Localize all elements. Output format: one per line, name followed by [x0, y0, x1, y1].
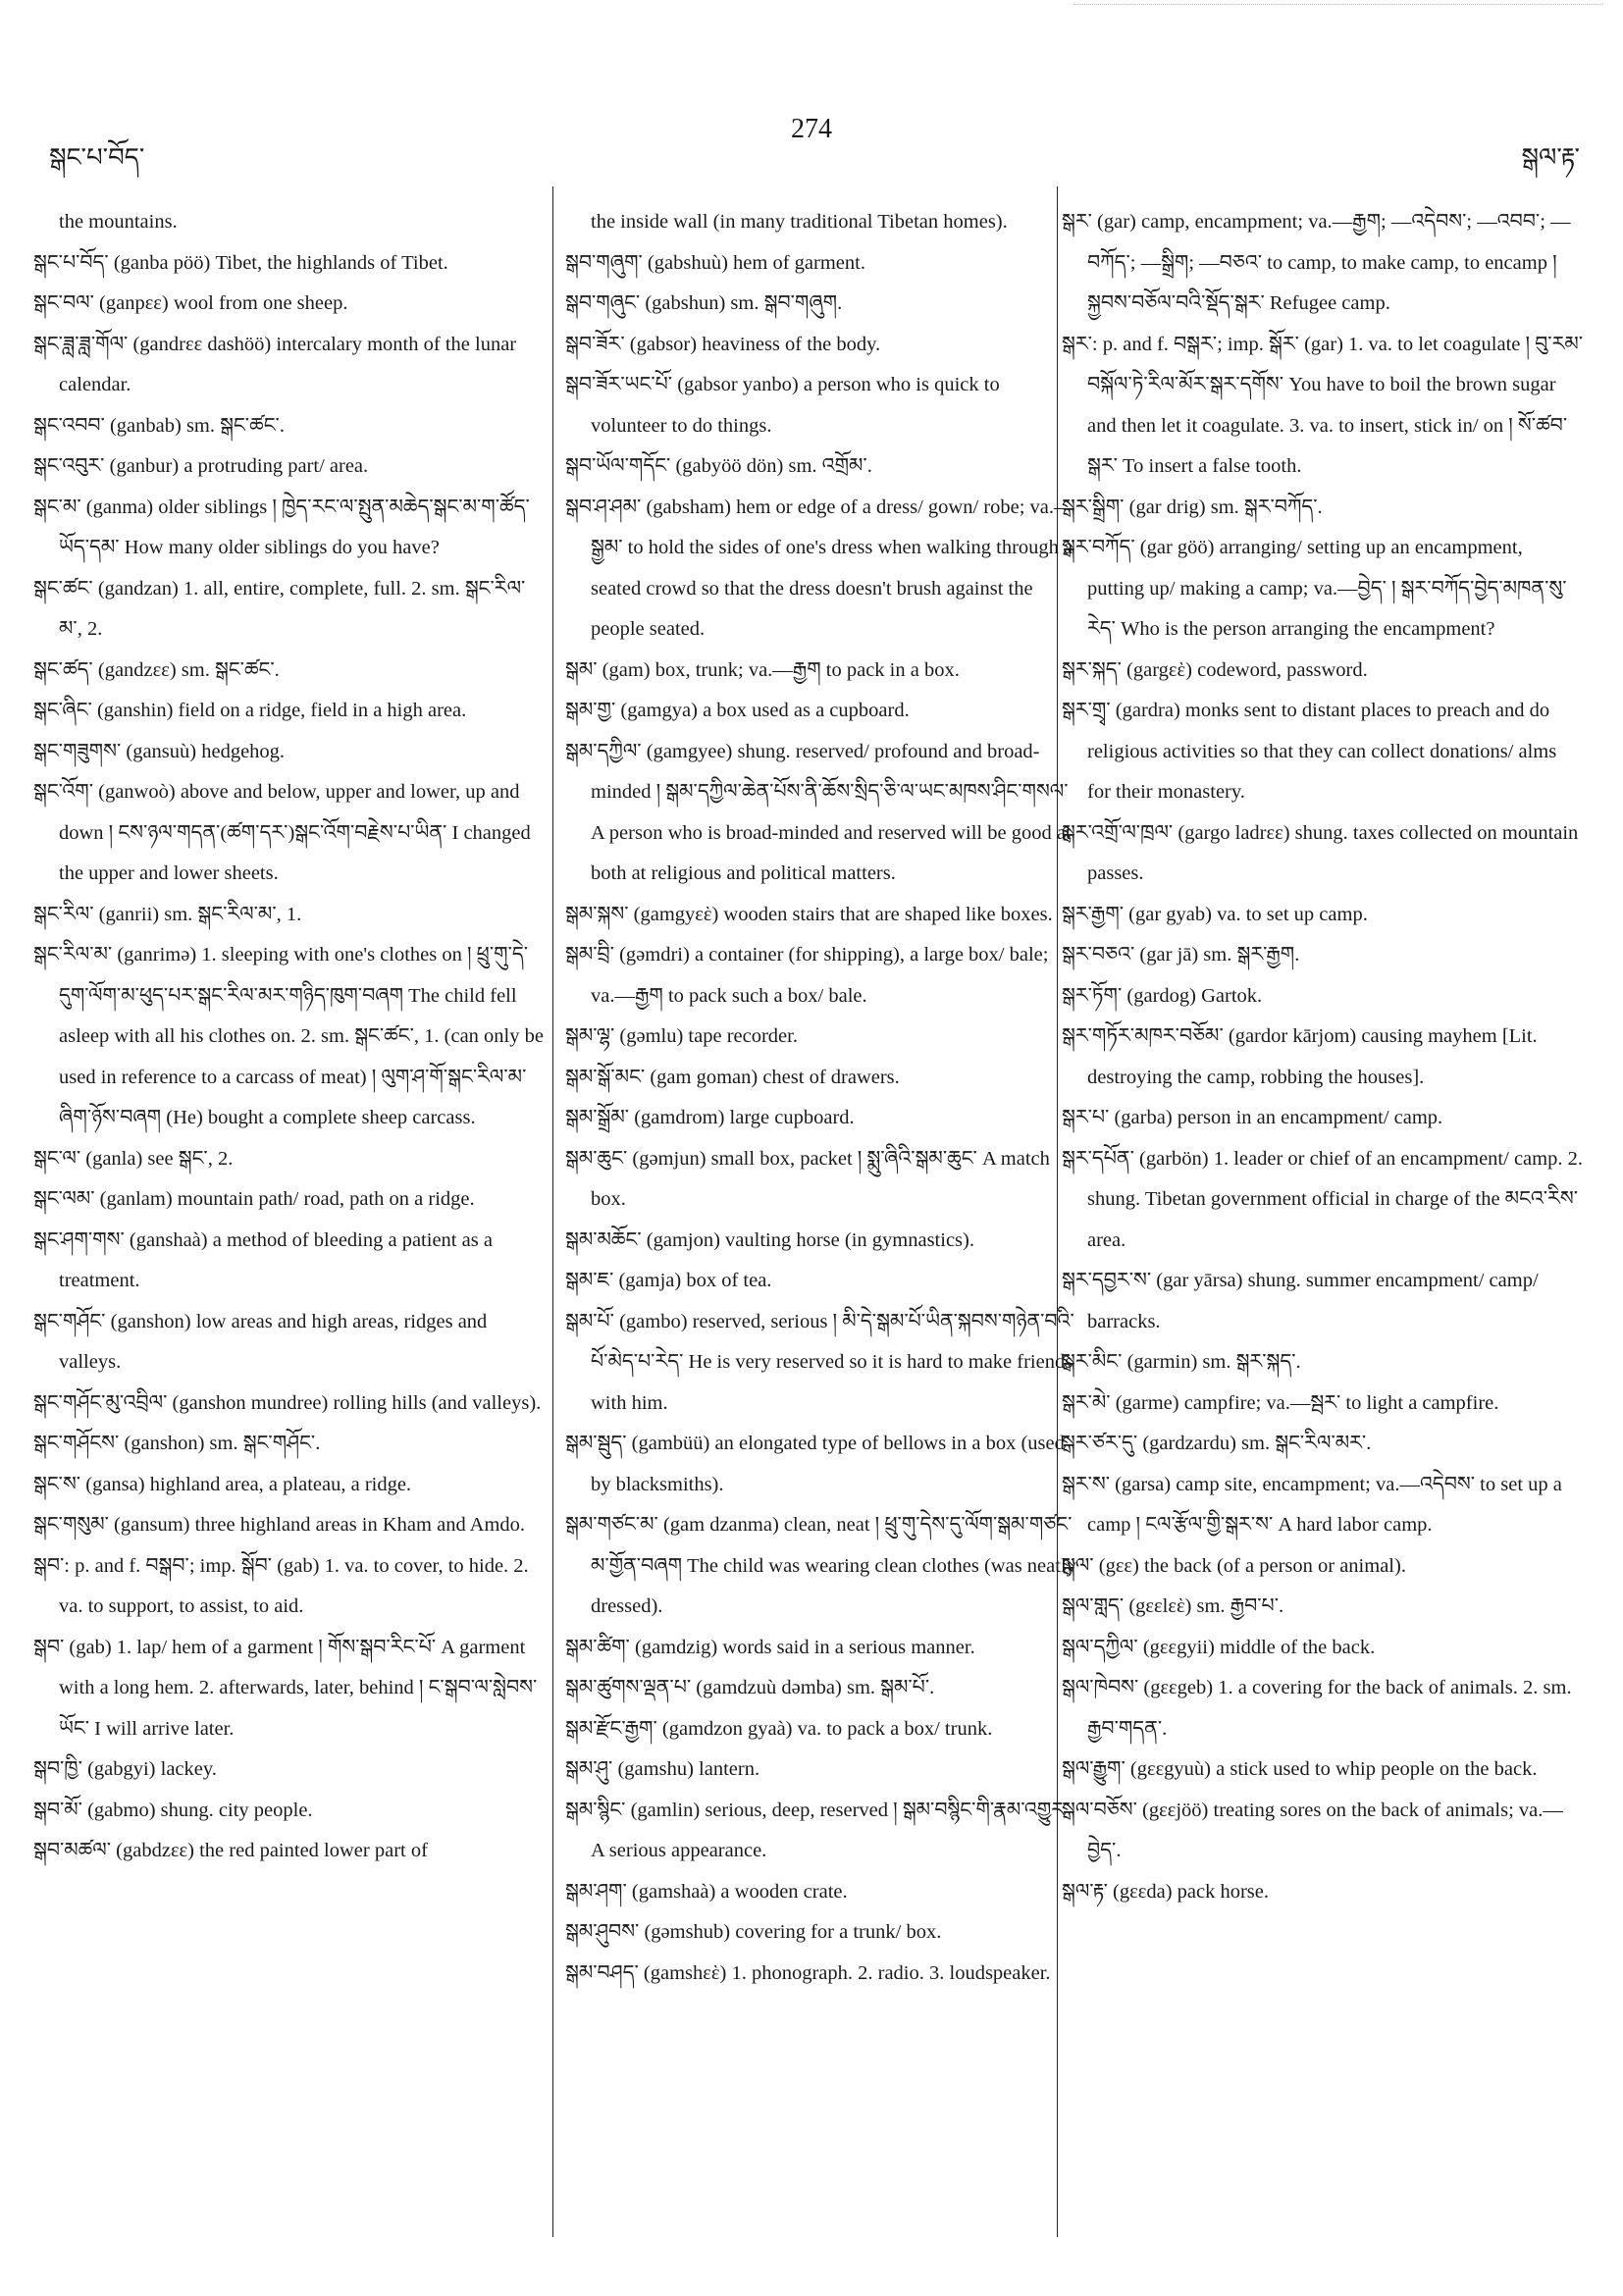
dictionary-entry: སྒལ་ཁེབས་ (gεεgeb) 1. a covering for the back of animals. 2. sm. རྒྱབ་གདན་. — [1062, 1677, 1572, 1740]
dictionary-entry: སྒམ་རྫོང་རྒྱག་ (gamdzon gyaà) va. to pack a box/ trunk. — [565, 1717, 993, 1740]
dictionary-entry: སྒང་ཞིང་ (ganshin) field on a ridge, field in a high area. — [33, 700, 467, 721]
dictionary-entry: སྒར་དབྱར་ས་ (gar yārsa) shung. summer encampment/ camp/ barracks. — [1062, 1270, 1539, 1332]
dictionary-entry: སྒར་འགྲོ་ལ་ཁྲལ་ (gargo ladrεε) shung. taxes collected on mountain passes. — [1062, 821, 1579, 884]
dictionary-entry: སྒང་ཤག་གས་ (ganshaà) a method of bleeding a patient as a treatment. — [33, 1228, 493, 1291]
dictionary-entry: སྒང་ས་ (gansa) highland area, a plateau, a ridge. — [33, 1473, 412, 1495]
dictionary-entry: སྒང་གཤོངས་ (ganshon) sm. སྒང་གཤོང་. — [33, 1433, 321, 1454]
dictionary-entry: སྒལ་དཀྱིལ་ (gεεgyii) middle of the back. — [1062, 1636, 1376, 1658]
dictionary-entry: སྒམ་མཆོང་ (gamjon) vaulting horse (in gymnastics). — [565, 1228, 974, 1251]
dictionary-column-1 — [33, 202, 546, 2237]
dictionary-entry: སྒང་ལམ་ (ganlam) mountain path/ road, path on a ridge. — [33, 1188, 475, 1210]
dictionary-entry: སྒར་གཏོར་མཁར་བཅོམ་ (gardor kārjom) causing mayhem [Lit. destroying the camp, robbing the houses]. — [1062, 1025, 1538, 1088]
dictionary-entry: སྒམ་ཇ་ (gamja) box of tea. — [565, 1270, 772, 1291]
dictionary-entry: སྒང་པ་བོད་ (ganba pöö) Tibet, the highlands of Tibet. — [33, 251, 448, 274]
dictionary-entry: སྒར་ (gar) camp, encampment; va.—རྒྱག; —འདེབས་; —འབབ་; —བཀོད་; —སྒྲིག; —བཅའ་ to camp, to make camp, to encamp ། སྐྱབས་བཅོལ་བའི་སྡོད་སྒར་ Refugee camp. — [1062, 211, 1571, 314]
dictionary-entry: the mountains. — [59, 211, 178, 233]
dictionary-entry: སྒམ་སྒྲོམ་ (gamdrom) large cupboard. — [565, 1107, 855, 1128]
dictionary-entry: the inside wall (in many traditional Tibetan homes). — [591, 211, 1008, 233]
dictionary-entry: སྒལ་གླད་ (gεεlεὲ) sm. རྒྱབ་པ་. — [1062, 1595, 1284, 1617]
dictionary-entry: སྒམ་སྐས་ (gamgyεὲ) wooden stairs that are shaped like boxes. — [565, 903, 1053, 925]
dictionary-entry: སྒབ་གཞུག་ (gabshuù) hem of garment. — [565, 251, 865, 274]
dictionary-entry: སྒང་གསུམ་ (gansum) three highland areas in Kham and Amdo. — [33, 1514, 526, 1536]
dictionary-entry: སྒབ་ཟོར་ (gabsor) heaviness of the body. — [565, 333, 881, 355]
dictionary-column-3 — [1062, 202, 1584, 2237]
page-number: 274 — [791, 114, 832, 144]
running-headword-left: སྒང་པ་བོད་ — [49, 143, 145, 172]
dictionary-entry: སྒང་ལ་ (ganla) see སྒང་, 2. — [33, 1147, 234, 1170]
dictionary-entry: སྒབ་ (gab) 1. lap/ hem of a garment ། གོས་སྒབ་རིང་པོ་ A garment with a long hem. 2. afterwards, later, behind ། ང་སྒབ་ལ་སླེབས་ཡོང་ I will arrive later. — [33, 1636, 538, 1740]
page-header — [0, 108, 1623, 172]
dictionary-entry: སྒར་བཀོད་ (gar göö) arranging/ setting up an encampment, putting up/ making a camp; va.—བྱེད་ ། སྒར་བཀོད་བྱེད་མཁན་སུ་རེད་ Who is the person arranging the encampment? — [1062, 537, 1567, 640]
dictionary-entry: སྒམ་བཤད་ (gamshεὲ) 1. phonograph. 2. radio. 3. loudspeaker. — [565, 1961, 1051, 1984]
dictionary-entry: སྒར་མིང་ (garmin) sm. སྒར་སྐད་. — [1062, 1351, 1301, 1373]
dictionary-entry: སྒར་ཙར་དུ་ (gardzardu) sm. སྒང་རིལ་མར་. — [1062, 1433, 1372, 1454]
dictionary-entry: སྒམ་ཤག་ (gamshaà) a wooden crate. — [565, 1880, 848, 1903]
dictionary-entry: སྒམ་སྦུད་ (gambüü) an elongated type of bellows in a box (used by blacksmiths). — [565, 1433, 1065, 1495]
dictionary-entry: སྒང་གཤོང་མུ་འབྲིལ་ (ganshon mundree) rolling hills (and valleys). — [33, 1391, 542, 1414]
dictionary-entry: སྒམ་ལྷ་ (gəmlu) tape recorder. — [565, 1025, 798, 1047]
dictionary-entry: སྒར་ཏོག་ (gardog) Gartok. — [1062, 984, 1263, 1007]
dictionary-entry: སྒབ་མཚལ་ (gabdzεε) the red painted lower part of — [33, 1840, 428, 1861]
dictionary-entry: སྒམ་པོ་ (gambo) reserved, serious ། མི་དེ་སྒམ་པོ་ཡིན་སྐབས་གཉེན་བའི་པོ་མེད་པ་རེད་ He is very reserved so it is hard to make friends with him. — [565, 1310, 1074, 1414]
dictionary-entry: སྒམ་དཀྱིལ་ (gamgyee) shung. reserved/ profound and broad-minded ། སྒམ་དཀྱིལ་ཆེན་པོས་ནི་ཆོས་སྲིད་ཅི་ལ་ཡང་མཁས་ཤིང་གསལ་ A person who is broad-minded and reserved will be good at both at religious and political matters. — [565, 740, 1072, 884]
dictionary-entry: སྒར་པ་ (garba) person in an encampment/ camp. — [1062, 1107, 1443, 1128]
dictionary-entry: སྒབ་ཁྱི་ (gabgyi) lackey. — [33, 1758, 217, 1780]
dictionary-entry: སྒར་དཔོན་ (garbön) 1. leader or chief of an encampment/ camp. 2. shung. Tibetan government official in charge of the མངའ་རིས་ area. — [1062, 1147, 1583, 1251]
dictionary-entry: སྒར་མེ་ (garme) campfire; va.—སྦར་ to light a campfire. — [1062, 1391, 1499, 1414]
dictionary-entry: སྒང་བལ་ (ganpεε) wool from one sheep. — [33, 292, 348, 314]
dictionary-entry: སྒང་རིལ་ (ganrii) sm. སྒང་རིལ་མ་, 1. — [33, 903, 302, 925]
dictionary-entry: སྒམ་ཚུགས་ལྡན་པ་ (gamdzuù dəmba) sm. སྒམ་པོ་. — [565, 1677, 935, 1698]
dictionary-entry: སྒམ་ཚིག་ (gamdzig) words said in a serious manner. — [565, 1636, 975, 1658]
dictionary-entry: སྒམ་གྱ་ (gamgya) a box used as a cupboard. — [565, 700, 910, 721]
dictionary-entry: སྒབ་གཞུང་ (gabshun) sm. སྒབ་གཞུག. — [565, 292, 843, 314]
dictionary-entry: སྒལ་རྟ་ (gεεda) pack horse. — [1062, 1880, 1269, 1903]
dictionary-column-2 — [565, 202, 1077, 2237]
dictionary-entry: སྒམ་སྙིང་ (gamlin) serious, deep, reserved ། སྒམ་བསྙིང་གི་རྣམ་འགྱུར་ A serious appearance. — [565, 1799, 1069, 1861]
column-rule — [552, 186, 553, 2237]
dictionary-entry: སྒང་འོག་ (ganwoò) above and below, upper and lower, up and down ། ངས་ཉལ་གདན་(ཚག་དར་)སྒང་འོག་བརྗེས་པ་ཡིན་ I changed the upper and lower sheets. — [33, 781, 531, 884]
dictionary-entry: སྒབ་ཤ་ཤམ་ (gabsham) hem or edge of a dress/ gown/ robe; va.—སྒྱམ་ to hold the sides of one's dress when walking through a seated crowd so that the dress doesn't brush against the people seated. — [565, 496, 1074, 640]
dictionary-entry: སྒང་ཚད་ (gandzεε) sm. སྒང་ཚང་. — [33, 658, 280, 681]
dictionary-entry: སྒང་གཟུགས་ (gansuù) hedgehog. — [33, 740, 286, 762]
dictionary-entry: སྒར་ས་ (garsa) camp site, encampment; va.—འདེབས་ to set up a camp ། ངལ་རྩོལ་གྱི་སྒར་ས་ A hard labor camp. — [1062, 1473, 1562, 1536]
dictionary-entry: སྒམ་ཤུ་ (gamshu) lantern. — [565, 1758, 760, 1780]
dictionary-entry: སྒམ་ཤུབས་ (gəmshub) covering for a trunk/ box. — [565, 1921, 942, 1943]
running-headword-right: སྒལ་རྟ་ — [1521, 143, 1580, 172]
dictionary-entry: སྒབ་: p. and f. བསྒབ་; imp. སྒོབ་ (gab) 1. va. to cover, to hide. 2. va. to support, to assist, to aid. — [33, 1554, 529, 1617]
dictionary-entry: སྒལ་ (gεε) the back (of a person or animal). — [1062, 1554, 1406, 1577]
dictionary-entry: སྒབ་ཡོལ་གདོང་ (gabyöö dön) sm. འགྲོམ་. — [565, 455, 872, 477]
dictionary-entry: སྒབ་མོ་ (gabmo) shung. city people. — [33, 1799, 313, 1821]
dictionary-entry: སྒར་སྒྲིག་ (gar drig) sm. སྒར་བཀོད་. — [1062, 496, 1323, 518]
dictionary-entry: སྒམ་བྲི་ (gəmdri) a container (for shipping), a large box/ bale; va.—རྒྱག to pack such a box/ bale. — [565, 944, 1049, 1007]
dictionary-entry: སྒང་འབུར་ (ganbur) a protruding part/ area. — [33, 455, 369, 477]
dictionary-entry: སྒར་བཅའ་ (gar jā) sm. སྒར་རྒྱག. — [1062, 944, 1300, 965]
dictionary-entry: སྒལ་རྒྱུག་ (gεεgyuù) a stick used to whip people on the back. — [1062, 1758, 1538, 1780]
dictionary-entry: སྒར་གྲྭ་ (gardra) monks sent to distant places to preach and do religious activities so that they can collect donations/ alms for their monastery. — [1062, 700, 1557, 803]
dictionary-entry: སྒམ་ཆུང་ (gəmjun) small box, packet ། སྨུ་ཞིའི་སྒམ་ཆུང་ A match box. — [565, 1147, 1050, 1210]
dictionary-entry: སྒམ་ (gam) box, trunk; va.—རྒྱག to pack in a box. — [565, 658, 960, 681]
dictionary-entry: སྒང་གཤོང་ (ganshon) low areas and high areas, ridges and valleys. — [33, 1310, 488, 1373]
dictionary-entry: སྒལ་བཅོས་ (gεεjöö) treating sores on the back of animals; va.—བྱེད་. — [1062, 1799, 1563, 1861]
dictionary-entry: སྒང་ཟླ་ཟླ་གོལ་ (gandrεε dashöö) intercalary month of the lunar calendar. — [33, 333, 517, 395]
dictionary-entry: སྒང་ཚང་ (gandzan) 1. all, entire, complete, full. 2. sm. སྒང་རིལ་མ་, 2. — [33, 577, 526, 640]
dictionary-entry: སྒང་འབབ་ (ganbab) sm. སྒང་ཚང་. — [33, 414, 285, 437]
dictionary-entry: སྒམ་གཙང་མ་ (gam dzanma) clean, neat ། ཕྲུ་གུ་དེས་དུ་ལོག་སྒམ་གཙང་མ་གྱོན་བཞག The child was wearing clean clothes (was neatly dressed). — [565, 1514, 1076, 1617]
dictionary-entry: སྒང་རིལ་མ་ (ganrimə) 1. sleeping with one's clothes on ། ཕྲུ་གུ་དེ་དུག་ལོག་མ་ཕུད་པར་སྒང་རིལ་མར་གཉིད་ཁུག་བཞག The child fell asleep with all his clothes on. 2. sm. སྒང་ཚང་, 1. (can only be used in reference to a carcass of meat) ། ལུག་ཤ་གོ་སྒང་རིལ་མ་ཞིག་ཉོས་བཞག (He) bought a complete sheep carcass. — [33, 944, 544, 1128]
dictionary-entry: སྒམ་སྒོ་མང་ (gam goman) chest of drawers. — [565, 1066, 900, 1088]
scan-speckle — [1073, 4, 1603, 15]
dictionary-entry: སྒར་: p. and f. བསྒར་; imp. སྒོར་ (gar) 1. va. to let coagulate ། བུ་རམ་བསྐོལ་ཏེ་རིལ་མོར་སྒར་དགོས་ You have to boil the brown sugar and then let it coagulate. 3. va. to insert, stick in/ on ། སོ་ཚབ་སྒར་ To insert a false tooth. — [1062, 333, 1584, 477]
dictionary-entry: སྒར་རྒྱག་ (gar gyab) va. to set up camp. — [1062, 903, 1368, 925]
dictionary-entry: སྒབ་ཟོར་ཡང་པོ་ (gabsor yanbo) a person who is quick to volunteer to do things. — [565, 374, 1000, 437]
dictionary-entry: སྒང་མ་ (ganma) older siblings ། ཁྱེད་རང་ལ་སྤུན་མཆེད་སྒང་མ་ག་ཚོད་ཡོད་དམ་ How many older siblings do you have? — [33, 496, 530, 558]
dictionary-entry: སྒར་སྐད་ (gargεὲ) codeword, password. — [1062, 658, 1368, 681]
